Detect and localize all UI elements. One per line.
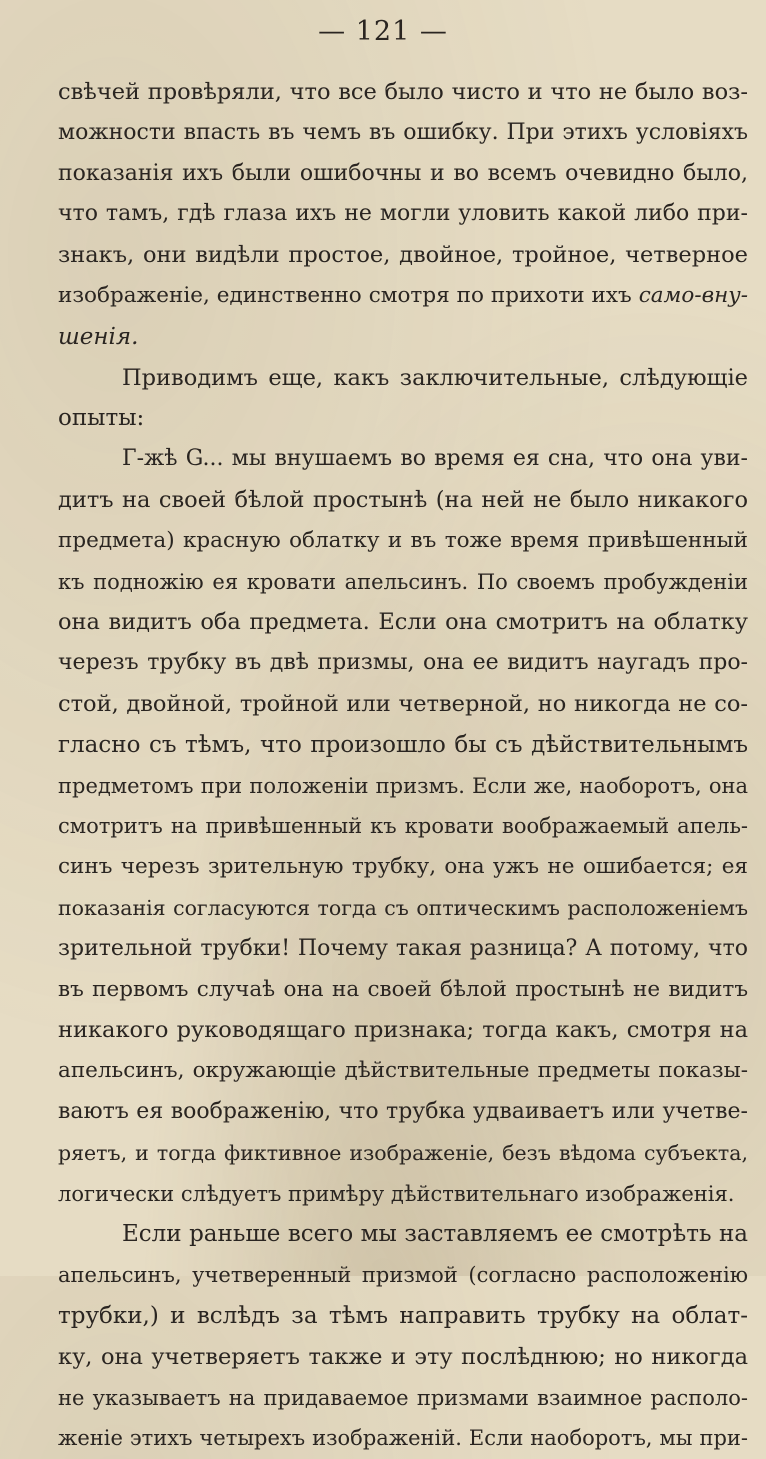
text-line-content: Приводимъ еще, какъ заключительные, слѣдующіе — [122, 364, 748, 391]
text-line-content: Если раньше всего мы заставляемъ ее смотрѣть на — [122, 1221, 748, 1248]
text-line-content: предмета) красную облатку и въ тоже время привѣшенный — [58, 527, 748, 553]
text-line — [58, 317, 748, 358]
text-line — [58, 1174, 748, 1215]
text-line — [58, 1133, 748, 1174]
text-line-content: свѣчей провѣряли, что все было чисто и что не было воз- — [58, 79, 748, 105]
text-line — [58, 1092, 748, 1133]
text-line-content: зрительной трубки! Почему такая разница? А потому, что — [58, 935, 748, 961]
text-line — [58, 398, 748, 439]
text-line — [58, 1296, 748, 1337]
text-line-content: гласно съ тѣмъ, что произошло бы съ дѣйствительнымъ — [58, 731, 748, 758]
text-line — [58, 888, 748, 929]
text-line — [58, 480, 748, 521]
emphasized-term: шенія. — [58, 323, 139, 350]
page-number: — 121 — — [318, 16, 448, 47]
text-line — [58, 1051, 748, 1092]
text-line-content: опыты: — [58, 405, 145, 432]
text-line-content: не указываетъ на придаваемое призмами взаимное располо- — [58, 1385, 748, 1410]
text-line-content: апельсинъ, учетверенный призмой (согласно расположенію — [58, 1263, 748, 1288]
text-line — [58, 276, 748, 317]
text-line — [58, 562, 748, 603]
text-line — [58, 72, 748, 113]
text-line — [58, 1418, 748, 1459]
text-line — [58, 929, 748, 970]
text-line-content: къ подножію ея кровати апельсинъ. По своемъ пробужденіи — [58, 569, 748, 594]
text-line-content: ку, она учетверяетъ также и эту послѣднюю; но никогда — [58, 1343, 748, 1370]
text-line — [58, 1378, 748, 1419]
text-line-content: синъ черезъ зрительную трубку, она ужъ не ошибается; ея — [58, 854, 748, 880]
text-line — [58, 970, 748, 1011]
text-line-content: ваютъ ея воображенію, что трубка удваиваетъ или учетве- — [58, 1098, 748, 1124]
text-line — [58, 643, 748, 684]
text-line-content: логически слѣдуетъ примѣру дѣйствительнаго изображенія. — [58, 1181, 735, 1206]
text-line-content: трубки,) и вслѣдъ за тѣмъ направить трубку на облат- — [58, 1302, 748, 1329]
emphasized-term: само-вну- — [638, 282, 748, 308]
text-line — [58, 847, 748, 888]
text-line — [58, 684, 748, 725]
text-line — [58, 602, 748, 643]
text-line-content: показанія ихъ были ошибочны и во всемъ очевидно было, — [58, 160, 748, 186]
text-line — [58, 235, 748, 276]
text-line — [58, 1214, 748, 1255]
text-line-content: предметомъ при положеніи призмъ. Если же, наоборотъ, она — [58, 773, 748, 798]
text-line-content: въ первомъ случаѣ она на своей бѣлой простынѣ не видитъ — [58, 976, 748, 1002]
text-line-content: дитъ на своей бѣлой простынѣ (на ней не было никакого — [58, 486, 748, 513]
text-line-content: никакого руководящаго признака; тогда какъ, смотря на — [58, 1017, 748, 1044]
text-line — [58, 1337, 748, 1378]
text-line — [58, 1010, 748, 1051]
text-line-content: что тамъ, гдѣ глаза ихъ не могли уловить какой либо при- — [58, 201, 748, 227]
text-line-content: знакъ, они видѣли простое, двойное, тройное, четверное — [58, 242, 748, 269]
text-line — [58, 439, 748, 480]
text-line-content: ряетъ, и тогда фиктивное изображеніе, безъ вѣдома субъекта, — [58, 1140, 748, 1165]
text-line — [58, 194, 748, 235]
text-line — [58, 806, 748, 847]
text-line-content: смотритъ на привѣшенный къ кровати воображаемый апель- — [58, 814, 748, 839]
text-line-content: Г-жѣ G... мы внушаемъ во время ея сна, что она уви- — [122, 446, 748, 472]
text-line — [58, 113, 748, 154]
text-line-content: изображеніе, единственно смотря по прихоти ихъ — [58, 282, 632, 308]
text-line-content: можности впасть въ чемъ въ ошибку. При этихъ условіяхъ — [58, 119, 748, 145]
text-line — [58, 766, 748, 807]
text-line — [58, 154, 748, 195]
text-line-content: показанія согласуются тогда съ оптическимъ расположеніемъ — [58, 895, 748, 920]
text-line-content: апельсинъ, окружающіе дѣйствительные предметы показы- — [58, 1058, 748, 1084]
text-line — [58, 521, 748, 562]
text-line-content: женіе этихъ четырехъ изображеній. Если наоборотъ, мы при- — [58, 1426, 748, 1451]
text-line — [58, 358, 748, 399]
text-line-content: стой, двойной, тройной или четверной, но никогда не со- — [58, 690, 748, 717]
text-line — [58, 725, 748, 766]
text-line-content: черезъ трубку въ двѣ призмы, она ее видитъ наугадъ про- — [58, 650, 748, 676]
body-text — [58, 72, 748, 1459]
text-line-content: она видитъ оба предмета. Если она смотритъ на облатку — [58, 609, 748, 636]
